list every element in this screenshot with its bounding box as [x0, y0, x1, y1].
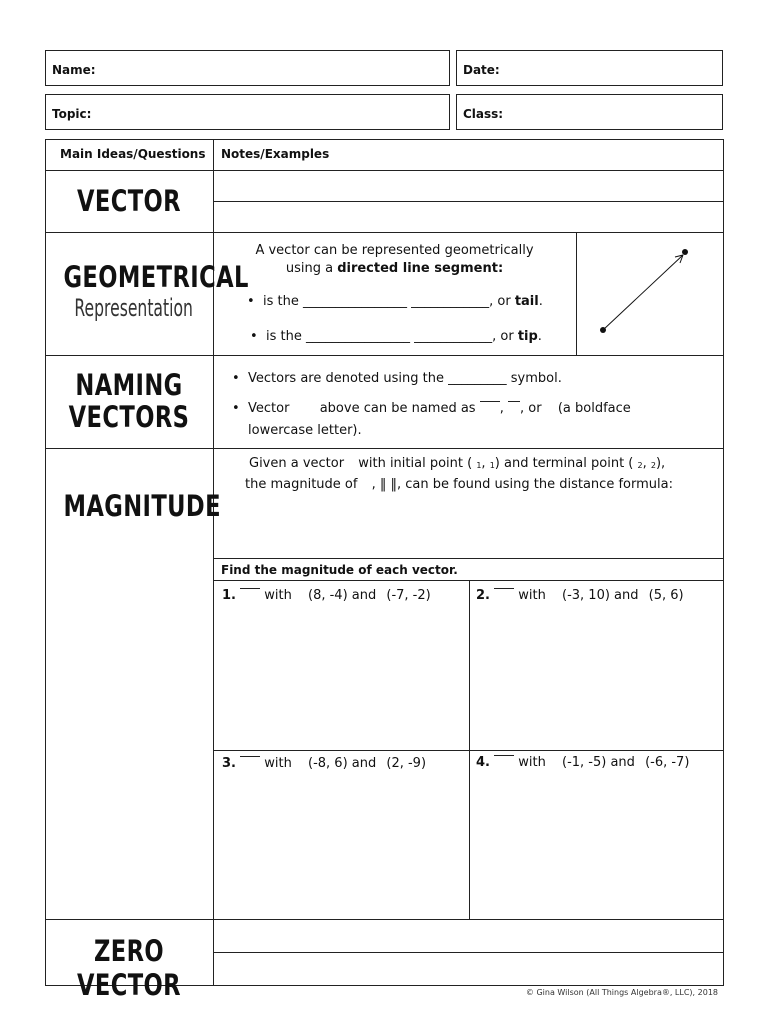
- tip-term: tip: [517, 329, 538, 344]
- tip-period: .: [537, 329, 542, 344]
- section-magnitude: MAGNITUDE: [63, 489, 221, 523]
- row-divider: [45, 919, 724, 920]
- row-divider: [213, 201, 724, 202]
- tip-bullet: [266, 329, 542, 344]
- magnitude-of-text: the magnitude of: [245, 477, 358, 492]
- column-header-left: Main Ideas/Questions: [60, 147, 206, 161]
- problem-point-a: (8, -4) and: [308, 588, 377, 603]
- vector-overbar-symbol: [240, 588, 260, 589]
- topic-label: Topic:: [52, 107, 92, 121]
- problem-point-b: (-7, -2): [386, 588, 431, 603]
- geometrical-intro-line2: [213, 261, 576, 276]
- vector-overbar-symbol: [240, 756, 260, 757]
- magnitude-given-text: Given a vector: [249, 456, 345, 471]
- subscript-1b: 1: [489, 461, 495, 470]
- row-divider: [213, 952, 724, 953]
- problem-number: 4.: [476, 755, 490, 770]
- problem-point-a: (-3, 10) and: [562, 588, 639, 603]
- section-vectors: VECTORS: [68, 400, 190, 434]
- magnitude-line1: Given a vector with initial point ( 1, 1) and terminal point ( 2, 2),: [249, 456, 666, 471]
- magnitude-terminal-text: ) and terminal point (: [494, 456, 634, 471]
- name-field[interactable]: [45, 50, 450, 86]
- find-magnitude-title: Find the magnitude of each vector.: [221, 563, 458, 577]
- directed-line-segment-term: directed line segment:: [337, 261, 504, 276]
- vector-overbar-symbol-short: [508, 401, 520, 402]
- vector-overbar-symbol: [494, 755, 514, 756]
- naming-comma: ,: [499, 401, 504, 416]
- problem-with: with: [518, 755, 546, 770]
- column-header-right: Notes/Examples: [221, 147, 330, 161]
- problem-4: [476, 755, 689, 770]
- magnitude-initial-text: with initial point (: [358, 456, 473, 471]
- row-divider: [45, 355, 724, 356]
- problem-point-b: (-6, -7): [645, 755, 690, 770]
- date-field[interactable]: [456, 50, 723, 86]
- section-zero-vector: ZERO VECTOR: [77, 934, 181, 1002]
- section-representation: Representation: [74, 294, 193, 322]
- problem-with: with: [264, 756, 292, 771]
- magnitude-formula-text: , ‖ ‖, can be found using the distance formula:: [371, 477, 673, 492]
- magnitude-line2: [245, 477, 673, 492]
- vector-overbar-symbol: [494, 588, 514, 589]
- problem-with: with: [264, 588, 292, 603]
- naming-boldface-text: (a boldface: [557, 401, 631, 416]
- problem-1: [222, 588, 431, 603]
- naming-above-text: above can be named as: [319, 401, 476, 416]
- section-geometrical: GEOMETRICAL: [63, 260, 249, 294]
- class-label: Class:: [463, 107, 504, 121]
- section-vector: VECTOR: [77, 184, 181, 218]
- tail-bullet-text: is the ________________ ____________, or: [263, 294, 515, 309]
- problem-3: [222, 756, 426, 771]
- tip-bullet-text: is the ________________ ____________, or: [266, 329, 518, 344]
- geometrical-intro-line1: [213, 243, 576, 258]
- geometrical-intro-prefix: using a: [285, 261, 338, 276]
- naming-or-text: , or: [520, 401, 542, 416]
- problem-point-b: (2, -9): [386, 756, 427, 771]
- naming-bullet-2-continued: lowercase letter).: [248, 423, 362, 438]
- name-label: Name:: [52, 63, 96, 77]
- problem-point-a: (-1, -5) and: [562, 755, 635, 770]
- problem-point-a: (-8, 6) and: [308, 756, 377, 771]
- vector-overbar-symbol: [480, 401, 500, 402]
- section-naming: NAMING: [75, 368, 183, 402]
- copyright-footer: © Gina Wilson (All Things Algebra®, LLC), 2018: [525, 988, 718, 997]
- row-divider: [45, 170, 724, 171]
- problem-number: 3.: [222, 756, 236, 771]
- tail-bullet: [263, 294, 543, 309]
- vector-segment: [603, 255, 683, 330]
- subscript-2a: 2: [637, 461, 643, 470]
- row-divider: [45, 448, 724, 449]
- subscript-2b: 2: [650, 461, 656, 470]
- naming-bullet-1: • Vectors are denoted using the _________ symbol.: [248, 371, 562, 386]
- class-field[interactable]: [456, 94, 723, 130]
- tail-period: .: [538, 294, 543, 309]
- problem-2: [476, 588, 684, 603]
- topic-field[interactable]: [45, 94, 450, 130]
- tip-point: [682, 249, 688, 255]
- problem-point-b: (5, 6): [648, 588, 684, 603]
- problem-number: 1.: [222, 588, 236, 603]
- subscript-1a: 1: [476, 461, 482, 470]
- vector-arrow-figure: [577, 233, 723, 354]
- naming-bullet-2: [248, 401, 631, 416]
- date-label: Date:: [463, 63, 500, 77]
- problem-number: 2.: [476, 588, 490, 603]
- magnitude-close-paren: ),: [655, 456, 666, 471]
- tail-term: tail: [514, 294, 539, 309]
- naming-vector-word: Vector: [248, 401, 290, 416]
- problem-divider: [469, 580, 470, 919]
- problem-with: with: [518, 588, 546, 603]
- geometrical-intro-text: A vector can be represented geometrically: [255, 243, 534, 258]
- row-divider: [213, 558, 724, 559]
